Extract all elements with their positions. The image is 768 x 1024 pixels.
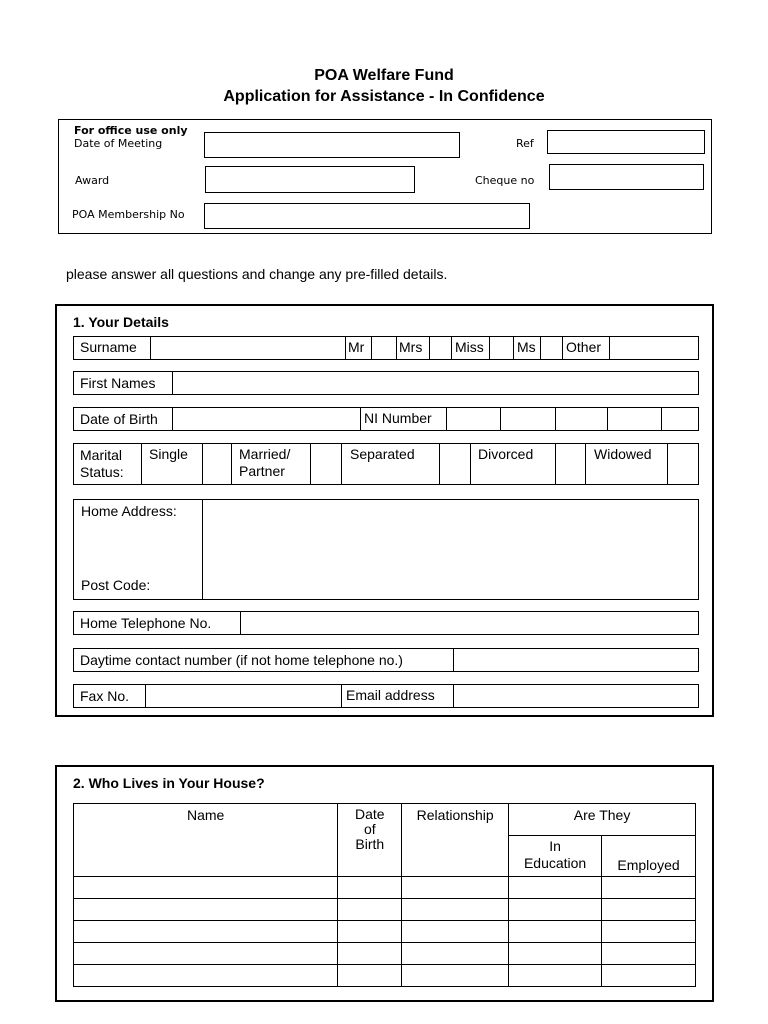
home-address-row xyxy=(73,499,699,600)
title-mr-label: Mr xyxy=(348,339,365,355)
widowed-label-cell xyxy=(585,444,667,484)
table-cell[interactable] xyxy=(602,899,696,921)
title-miss-label: Miss xyxy=(455,339,484,355)
table-cell[interactable] xyxy=(509,965,602,987)
title-mr-checkbox[interactable] xyxy=(371,337,396,359)
fax-label: Fax No. xyxy=(80,688,130,704)
table-cell[interactable] xyxy=(402,965,509,987)
surname-field[interactable] xyxy=(150,337,345,359)
separated-label-cell xyxy=(341,444,439,484)
table-row xyxy=(74,877,696,899)
title-miss-label-cell xyxy=(451,337,489,359)
date-of-meeting-label: Date of Meeting xyxy=(74,137,163,150)
widowed-label: Widowed xyxy=(594,446,652,462)
table-cell[interactable] xyxy=(402,921,509,943)
your-details-section xyxy=(55,304,714,717)
home-telephone-label: Home Telephone No. xyxy=(80,615,212,631)
col-dob-header xyxy=(338,804,402,877)
first-names-field[interactable] xyxy=(172,372,696,394)
dob-label: Date of Birth xyxy=(80,411,158,427)
dob-ni-row xyxy=(73,407,699,431)
title-mrs-checkbox[interactable] xyxy=(429,337,451,359)
col-name-header: Name xyxy=(74,804,338,877)
title-ms-label-cell xyxy=(513,337,540,359)
section-1-heading: 1. Your Details xyxy=(73,314,169,330)
cheque-no-field[interactable] xyxy=(549,164,704,190)
email-label-cell xyxy=(341,685,453,707)
title-other-label: Other xyxy=(566,339,602,355)
section-2-heading: 2. Who Lives in Your House? xyxy=(73,775,265,791)
married-label-2: Partner xyxy=(239,463,285,479)
separated-label: Separated xyxy=(350,446,415,462)
fax-field[interactable] xyxy=(145,685,341,707)
ni-box-3[interactable] xyxy=(555,408,607,430)
intro-text: please answer all questions and change any pre-filled details. xyxy=(66,266,448,282)
table-cell[interactable] xyxy=(338,943,402,965)
table-cell[interactable] xyxy=(509,943,602,965)
home-telephone-row xyxy=(73,611,699,635)
ref-field[interactable] xyxy=(547,130,705,154)
title-ms-checkbox[interactable] xyxy=(540,337,562,359)
col-dob-line-2: of xyxy=(363,821,376,837)
table-cell[interactable] xyxy=(602,965,696,987)
daytime-contact-label: Daytime contact number (if not home telephone no.) xyxy=(80,652,403,668)
col-in-line-1: In xyxy=(549,838,561,854)
col-employed-header: Employed xyxy=(602,836,696,877)
divorced-label-cell xyxy=(470,444,555,484)
title-other-field[interactable] xyxy=(609,337,696,359)
award-field[interactable] xyxy=(205,166,415,193)
table-cell[interactable] xyxy=(338,877,402,899)
col-are-they-header: Are They xyxy=(509,804,696,836)
award-label: Award xyxy=(75,174,110,187)
ni-label-cell xyxy=(360,408,446,430)
table-cell[interactable] xyxy=(509,899,602,921)
table-row xyxy=(74,965,696,987)
email-label: Email address xyxy=(346,687,435,703)
form-subtitle: Application for Assistance - In Confidence xyxy=(223,88,545,105)
table-cell[interactable] xyxy=(602,943,696,965)
col-dob-line-3: Birth xyxy=(355,836,385,852)
first-names-row xyxy=(73,371,699,395)
widowed-checkbox[interactable] xyxy=(667,444,696,484)
membership-no-field[interactable] xyxy=(204,203,530,229)
table-row xyxy=(74,921,696,943)
household-table xyxy=(73,803,696,987)
married-checkbox[interactable] xyxy=(310,444,341,484)
table-cell[interactable] xyxy=(509,921,602,943)
marital-status-row xyxy=(73,443,699,485)
ni-box-4[interactable] xyxy=(607,408,661,430)
table-cell[interactable] xyxy=(338,899,402,921)
daytime-contact-field[interactable] xyxy=(453,649,696,671)
ni-box-1[interactable] xyxy=(446,408,500,430)
table-row xyxy=(74,943,696,965)
marital-label-1: Marital xyxy=(80,447,123,463)
separated-checkbox[interactable] xyxy=(439,444,470,484)
marital-label-2: Status: xyxy=(80,464,124,480)
table-cell[interactable] xyxy=(509,877,602,899)
cheque-no-label: Cheque no xyxy=(475,174,535,187)
home-telephone-field[interactable] xyxy=(240,612,696,634)
table-cell[interactable] xyxy=(74,943,338,965)
household-section xyxy=(55,765,714,1002)
daytime-contact-row xyxy=(73,648,699,672)
ref-label: Ref xyxy=(516,137,534,150)
surname-label: Surname xyxy=(80,339,137,355)
table-cell[interactable] xyxy=(74,921,338,943)
table-cell[interactable] xyxy=(402,899,509,921)
ni-box-2[interactable] xyxy=(500,408,555,430)
table-cell[interactable] xyxy=(74,965,338,987)
table-row xyxy=(74,899,696,921)
email-field[interactable] xyxy=(453,685,696,707)
fax-email-row xyxy=(73,684,699,708)
col-relationship-header: Relationship xyxy=(402,804,509,877)
title-miss-checkbox[interactable] xyxy=(489,337,513,359)
first-names-label: First Names xyxy=(80,375,156,391)
home-address-field[interactable] xyxy=(202,500,696,599)
office-use-panel xyxy=(58,119,712,234)
dob-field[interactable] xyxy=(172,408,360,430)
table-cell[interactable] xyxy=(74,877,338,899)
post-code-label: Post Code: xyxy=(81,577,151,593)
office-use-heading: For office use only xyxy=(74,124,188,137)
ni-box-5[interactable] xyxy=(661,408,696,430)
date-of-meeting-field[interactable] xyxy=(204,132,460,158)
form-title: POA Welfare Fund xyxy=(314,67,454,84)
title-mr-label-cell xyxy=(345,337,371,359)
table-cell[interactable] xyxy=(602,921,696,943)
table-cell[interactable] xyxy=(74,899,338,921)
table-cell[interactable] xyxy=(402,943,509,965)
membership-no-label: POA Membership No xyxy=(72,208,185,221)
table-cell[interactable] xyxy=(402,877,509,899)
single-label: Single xyxy=(149,446,188,462)
home-address-label: Home Address: xyxy=(81,503,177,519)
married-label-1: Married/ xyxy=(239,446,291,462)
title-other-label-cell xyxy=(562,337,609,359)
table-cell[interactable] xyxy=(602,877,696,899)
single-checkbox[interactable] xyxy=(202,444,231,484)
divorced-checkbox[interactable] xyxy=(555,444,585,484)
single-label-cell xyxy=(141,444,202,484)
title-mrs-label-cell xyxy=(396,337,429,359)
divorced-label: Divorced xyxy=(478,446,534,462)
ni-number-label: NI Number xyxy=(364,410,432,426)
title-mrs-label: Mrs xyxy=(399,339,423,355)
col-in-line-2: Education xyxy=(523,855,587,871)
married-label-cell xyxy=(231,444,310,484)
surname-row xyxy=(73,336,699,360)
col-in-education-header xyxy=(509,836,602,877)
table-cell[interactable] xyxy=(338,965,402,987)
col-dob-line-1: Date xyxy=(355,806,385,822)
table-cell[interactable] xyxy=(338,921,402,943)
title-ms-label: Ms xyxy=(517,339,536,355)
